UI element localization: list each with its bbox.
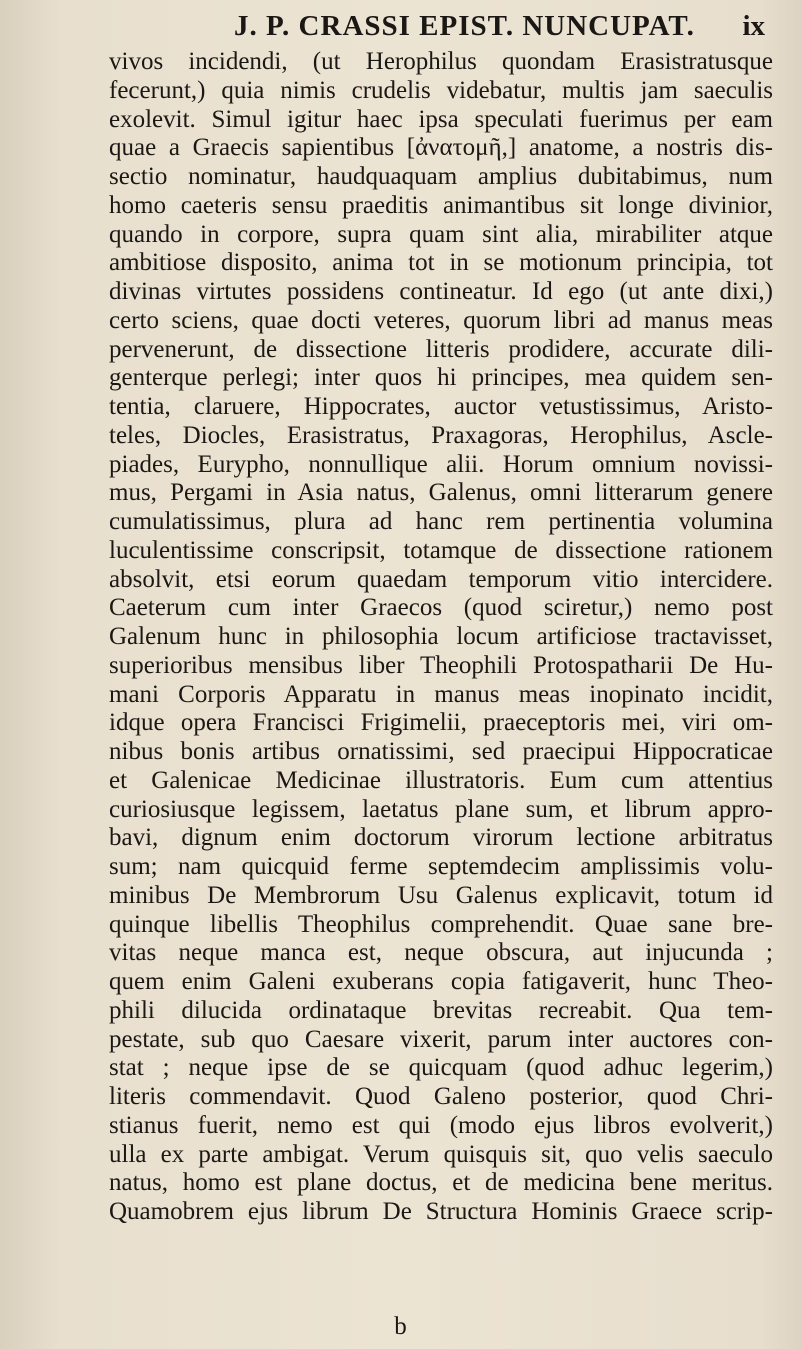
page-number: ix [742,10,765,42]
text-line: minibus De Membrorum Usu Galenus explicavit, totum id [109,881,773,909]
text-line: divinas virtutes possidens contineatur. Id ego (ut ante dixi,) [109,278,773,305]
text-line: fecerunt,) quia nimis crudelis videbatur, multis jam saeculis [109,76,773,104]
text-line: phili dilucida ordinataque brevitas recreabit. Qua tem- [109,996,773,1024]
text-line: vitas neque manca est, neque obscura, aut injucunda ; [109,939,773,967]
text-line: piades, Eurypho, nonnullique alii. Horum omnium novissi- [109,450,773,478]
signature-mark: b [394,1313,407,1340]
text-line: luculentissime conscripsit, totamque de dissectione rationem [109,536,773,564]
text-line: pervenerunt, de dissectione litteris prodidere, accurate dili- [109,335,773,363]
text-line: quinque libellis Theophilus comprehendit. Quae sane bre- [109,910,773,938]
text-line: natus, homo est plane doctus, et de medicina bene meritus. [109,1169,773,1197]
text-line: Quamobrem ejus librum De Structura Hominis Graece scrip- [109,1198,773,1225]
text-line: ambitiose disposito, anima tot in se motionum principia, tot [109,249,773,277]
text-line: genterque perlegi; inter quos hi principes, mea quidem sen- [109,364,773,392]
page-header [0,10,801,46]
text-line: nibus bonis artibus ornatissimi, sed praecipui Hippocraticae [109,738,773,765]
text-line: curiosiusque legissem, laetatus plane sum, et librum appro- [109,795,773,823]
running-title: J. P. CRASSI EPIST. NUNCUPAT. [234,10,695,42]
text-line: et Galenicae Medicinae illustratoris. Eum cum attentius [109,766,773,794]
body-text [109,48,773,1227]
text-line: vivos incidendi, (ut Herophilus quondam Erasistratusque [109,48,773,75]
text-line: sum; nam quicquid ferme septemdecim amplissimis volu- [109,853,773,880]
text-line: ulla ex parte ambigat. Verum quisquis sit, quo velis saeculo [109,1140,773,1168]
text-line: idque opera Francisci Frigimelii, praeceptoris mei, viri om- [109,709,773,737]
text-line: stat ; neque ipse de se quicquam (quod adhuc legerim,) [109,1054,773,1082]
text-line: exolevit. Simul igitur haec ipsa speculati fuerimus per eam [109,105,773,133]
text-line: superioribus mensibus liber Theophili Protospatharii De Hu- [109,651,773,679]
text-line: mus, Pergami in Asia natus, Galenus, omni litterarum genere [109,479,773,507]
text-line: certo sciens, quae docti veteres, quorum libri ad manus meas [109,306,773,334]
text-line: quando in corpore, supra quam sint alia, mirabiliter atque [109,220,773,248]
text-line: stianus fuerit, nemo est qui (modo ejus libros evolverit,) [109,1111,773,1139]
text-line: quem enim Galeni exuberans copia fatigaverit, hunc Theo- [109,968,773,995]
text-line: literis commendavit. Quod Galeno posterior, quod Chri- [109,1083,773,1110]
text-line: quae a Graecis sapientibus [ἀνατομῆ,] anatome, a nostris dis- [109,134,773,162]
text-line: teles, Diocles, Erasistratus, Praxagoras, Herophilus, Ascle- [109,421,773,449]
text-line: homo caeteris sensu praeditis animantibus sit longe divinior, [109,191,773,219]
text-line: Galenum hunc in philosophia locum artificiose tractavisset, [109,623,773,650]
text-line: sectio nominatur, haudquaquam amplius dubitabimus, num [109,163,773,190]
text-line: bavi, dignum enim doctorum virorum lectione arbitratus [109,824,773,852]
text-line: pestate, sub quo Caesare vixerit, parum inter auctores con- [109,1025,773,1053]
text-line: tentia, claruere, Hippocrates, auctor vetustissimus, Aristo- [109,393,773,420]
text-line: cumulatissimus, plura ad hanc rem pertinentia volumina [109,508,773,535]
text-line: absolvit, etsi eorum quaedam temporum vitio intercidere. [109,565,773,593]
text-line: Caeterum cum inter Graecos (quod sciretur,) nemo post [109,594,773,622]
text-line: mani Corporis Apparatu in manus meas inopinato incidit, [109,680,773,708]
